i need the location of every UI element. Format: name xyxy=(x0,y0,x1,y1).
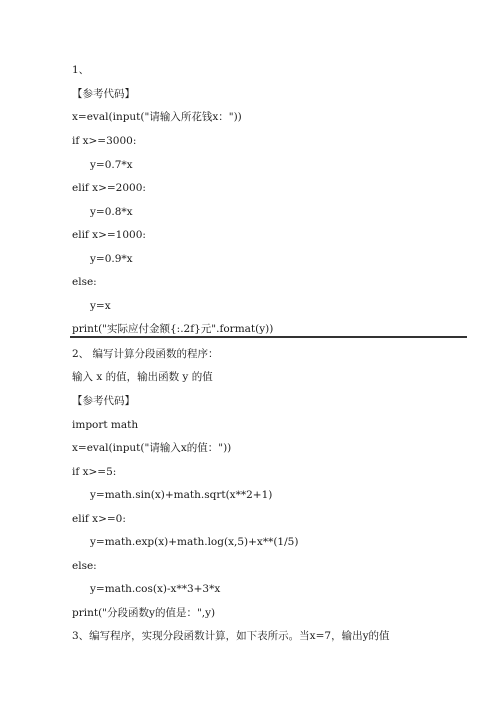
code-line: if x>=5: xyxy=(72,466,117,478)
code-line: if x>=3000: xyxy=(72,135,137,147)
code-line: else: xyxy=(72,276,97,288)
code-line: elif x>=1000: xyxy=(72,229,146,241)
code-line: print("实际应付金额{:.2f}元".format(y)) xyxy=(72,323,274,335)
code-line: x=eval(input("请输入x的值：")) xyxy=(72,442,232,454)
code-line: else: xyxy=(72,560,97,572)
code-line: x=eval(input("请输入所花钱x：")) xyxy=(72,111,242,123)
code-line: y=0.9*x xyxy=(90,253,133,265)
code-line: y=x xyxy=(90,300,111,312)
code-line: import math xyxy=(72,419,139,431)
section-2-subtitle: 输入 x 的值，输出函数 y 的值 xyxy=(72,371,213,383)
section-1-number: 1、 xyxy=(72,64,90,76)
section-divider xyxy=(70,336,467,338)
section-3-title: 3、编写程序，实现分段函数计算，如下表所示。当x=7，输出y的值 xyxy=(72,630,390,642)
code-line: y=0.8*x xyxy=(90,206,133,218)
section-2-ref-heading: 【参考代码】 xyxy=(72,395,135,407)
section-1-ref-heading: 【参考代码】 xyxy=(72,88,135,100)
code-line: y=math.exp(x)+math.log(x,5)+x**(1/5) xyxy=(90,536,299,548)
code-line: print("分段函数y的值是：",y) xyxy=(72,607,216,619)
code-line: y=math.cos(x)-x**3+3*x xyxy=(90,583,221,595)
code-line: y=0.7*x xyxy=(90,159,133,171)
code-line: elif x>=2000: xyxy=(72,182,146,194)
section-2-title: 2、 编写计算分段函数的程序： xyxy=(72,348,219,360)
code-line: y=math.sin(x)+math.sqrt(x**2+1) xyxy=(90,489,273,501)
code-line: elif x>=0: xyxy=(72,513,126,525)
